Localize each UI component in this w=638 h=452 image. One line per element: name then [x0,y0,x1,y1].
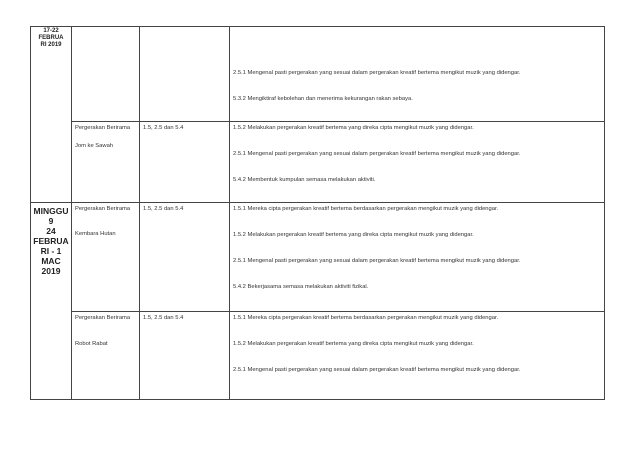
objective-text: 1.5.2 Melakukan pergerakan kreatif bertema yang direka cipta mengikut muzik yang didengar. [233,341,474,347]
objective-text: 1.5.1 Mereka cipta pergerakan kreatif bertema berdasarkan pergerakan mengikut muzik yang didengar. [233,315,499,321]
objective-text: 2.5.1 Mengenal pasti pergerakan yang sesuai dalam pergerakan kreatif bertema mengikut muzik yang didengar. [233,70,521,76]
table-row [31,312,605,400]
objectives-cell [230,203,605,312]
table-row [31,203,605,312]
objective-text: 1.5.2 Melakukan pergerakan kreatif bertema yang direka cipta mengikut muzik yang didengar. [233,232,474,238]
week-line: 9 [48,216,54,226]
activity-cell [72,203,140,312]
week-line: RI - 1 [40,246,62,256]
objectives-cell [230,122,605,203]
activity-cell [72,27,140,122]
objective-text: 2.5.1 Mengenal pasti pergerakan yang sesuai dalam pergerakan kreatif bertema mengikut muzik yang didengar. [233,367,521,373]
activity-title: Pergerakan Berirama [75,315,131,321]
objective-text: 2.5.1 Mengenal pasti pergerakan yang sesuai dalam pergerakan kreatif bertema mengikut muzik yang didengar. [233,151,521,157]
week-cell [31,203,72,400]
lesson-plan-table [30,26,605,400]
standards-text: 1.5, 2.5 dan 5.4 [143,315,184,321]
objective-text: 1.5.1 Mereka cipta pergerakan kreatif bertema berdasarkan pergerakan mengikut muzik yang didengar. [233,206,499,212]
week-line: 17-22 [43,28,59,34]
standards-text: 1.5, 2.5 dan 5.4 [143,125,184,131]
activity-subtitle: Jom ke Sawah [75,143,114,149]
week-line: MINGGU [33,206,69,216]
activity-cell [72,122,140,203]
objective-text: 1.5.2 Melakukan pergerakan kreatif bertema yang direka cipta mengikut muzik yang didengar. [233,125,474,131]
week-line: FEBRUA [33,236,69,246]
activity-title: Pergerakan Berirama [75,125,131,131]
standards-cell [140,312,230,400]
week-line: RI 2019 [40,42,62,48]
standards-cell [140,203,230,312]
week-cell [31,27,72,203]
table-row [31,122,605,203]
objective-text: 2.5.1 Mengenal pasti pergerakan yang sesuai dalam pergerakan kreatif bertema mengikut muzik yang didengar. [233,258,521,264]
table-row [31,27,605,122]
activity-subtitle: Kembara Hutan [75,231,116,237]
objectives-cell [230,27,605,122]
activity-cell [72,312,140,400]
standards-text: 1.5, 2.5 dan 5.4 [143,206,184,212]
objective-text: 5.3.2 Mengiktiraf kebolehan dan menerima kekurangan rakan sebaya. [233,96,413,102]
activity-title: Pergerakan Berirama [75,206,131,212]
objective-text: 5.4.2 Membentuk kumpulan semasa melakukan aktiviti. [233,177,376,183]
week-line: 2019 [41,266,61,276]
week-line: MAC [41,256,61,266]
objectives-cell [230,312,605,400]
standards-cell [140,27,230,122]
week-line: 24 [46,226,56,236]
standards-cell [140,122,230,203]
objective-text: 5.4.2 Bekerjasama semasa melakukan aktiviti fizikal. [233,284,369,290]
week-line: FEBRUA [38,35,64,41]
activity-subtitle: Robot Rabat [75,341,108,347]
